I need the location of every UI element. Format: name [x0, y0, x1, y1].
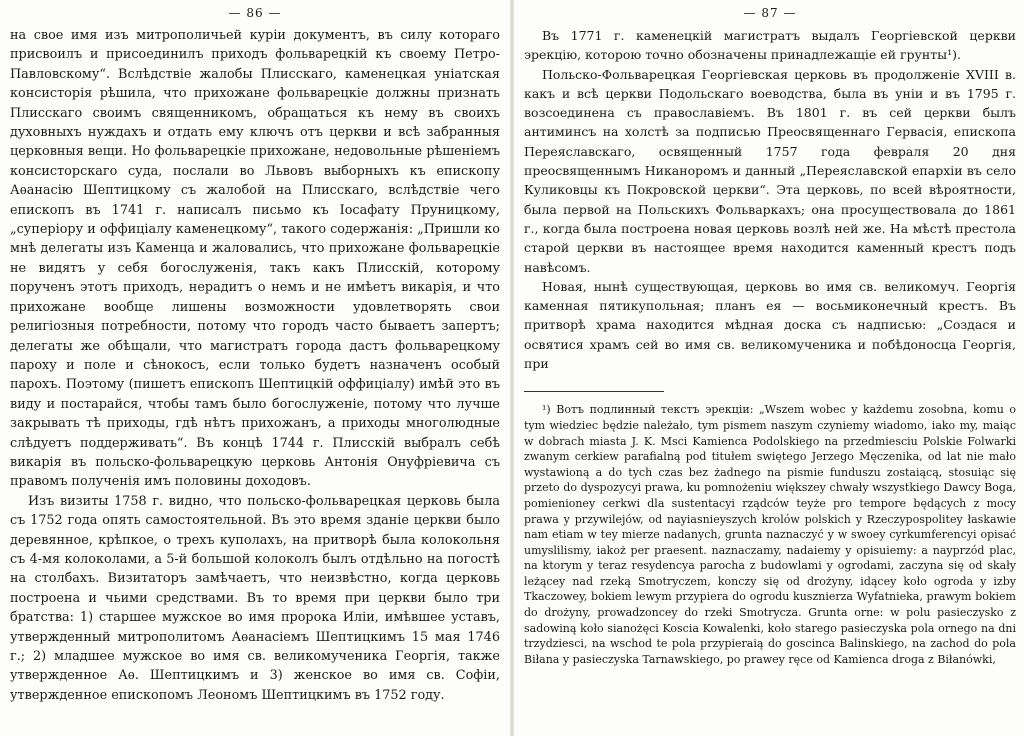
paragraph: Изъ визиты 1758 г. видно, что польско-фольварецкая церковь была съ 1752 года опять самостоятельной. Въ это время зданіе церкви было деревянное, крѣпкое, о трехъ куполахъ, на притворѣ была колокольня съ 4-мя колоколами, а 5-й большой колоколъ былъ отдѣльно на погостѣ на столбахъ. Визитаторъ замѣчаетъ, что неизвѣстно, когда церковь построена и чьими средствами. Въ то время при церкви было три братства: 1) старшее мужское во имя пророка Иліи, имѣвшее уставъ, утвержденный митрополитомъ Аѳанасіемъ Шептицкимъ 15 мая 1746 г.; 2) младшее мужское во имя св. великомученика Георгія, также утвержденное Аѳ. Шептицкимъ и 3) женское во имя св. Софіи, утвержденное епископомъ Леономъ Шептицкимъ въ 1752 году.: [10, 493, 500, 703]
right-page: [514, 0, 1024, 736]
paragraph: Польско-Фольварецкая Георгіевская церковь въ продолженіе XVIII в. какъ и всѣ церкви Подольскаго воеводства, была въ уніи и въ 1795 г. возсоединена съ православіемъ. Въ 1801 г. въ сей церкви былъ антиминсъ на холстѣ за подписью Преосвященнаго Гервасія, епископа Переяславскаго, освященный 1757 года февраля 20 дня преосвященнымъ Никанoромъ и данный „Переяславской епархіи въ село Куликовцы къ Покровской церкви“. Эта церковь, по всей вѣроятности, была первой на Польскихъ Фольваркахъ; она просуществовала до 1861 г., когда была построена новая церковь возлѣ ней же. На мѣстѣ престола старой церкви въ настоящее время находится каменный крестъ подъ навѣсомъ.: [524, 66, 1016, 275]
left-page-body: [10, 26, 500, 705]
footnote: [524, 402, 1016, 667]
paragraph: Новая, нынѣ существующая, церковь во имя св. великомуч. Георгія каменная пятикупольная; планъ ея — восьмиконечный крестъ. Въ притворѣ храма находится мѣдная доска съ надписью: „Создася и освятися храмъ сей во имя св. великомученика и побѣдоносца Георгія, при: [524, 278, 1016, 372]
page-number-87: — 87 —: [743, 6, 797, 20]
right-page-body: [524, 26, 1016, 373]
footnote-text: ¹) Вотъ подлинный текстъ эрекціи: „Wszem wobec y każdemu zosobna, komu o tym wiedziec będzie należało, tym pismem naszym czyniemy wiadomo, iako my, maiąc w dobrach miasta J. K. Msci Kamienca Podolskiego na przedmiesciu Polskie Folwarki zwanym cerkiew parafialną pod titułem swiętego Jerzego Męczenika, od lat nie mało wystawioną a do tych czas bez żadnego na pismie funduszu zostaiącą, stosuiąc się przeto do dyspozycyi prawa, ku pomnożeniu większey chwały wszystkiego Dawcy Boga, pomienioney cerkwi dla sustentacyi rządców teyże pro tempore będących z mocy prawa y przywilejów, od nayiasnieyszych krolów polskich y Rzeczypospolitey łaskawie nam etiam w tey mierze nadanych, grunta naznaczyć y w swoey cyrkumferencyi opisać umyslilismy, iakoż per praesent. naznaczamy, nadaiemy y opisuiemy: a nayprzód plac, na ktorym y teraz resydencya parocha z budowlami y ogrodami, zaczyna się od skały leżącey nad rzeką Smotryczem, konczy się od drożyny, idącey koło ogroda y izby Tkaczowey, bokiem lewym przypiera do ogrodu kusznierza Wyfatnieka, prawym bokiem do drożyny, prowadzoncey do rzeki Smotrycza. Grunta orne: w polu pasieczysko z sadowiną koło sianożęci Koscia Kowalenki, koło starego pasieczyska pola ornego na dni trzydziesci, na wschod te pola przypieraią do goscinca Balinskiego, na zachod do pola Biłana y pasieczyska Tarnawskiego, po prawey ręce od Kamienca droga z Biłanówki,: [524, 403, 1016, 666]
page-number-86: — 86 —: [228, 6, 282, 20]
footnote-separator: [524, 391, 664, 392]
paragraph: Въ 1771 г. каменецкій магистратъ выдалъ Георгіевской церкви эрекцію, которою точно обозначены принадлежащіе ей грунты¹).: [524, 28, 1016, 63]
paragraph: на свое имя изъ митрополичьей куріи документъ, въ силу котораго присвоилъ и присоединилъ приходъ фольварецкій къ своему Петро-Павловскому“. Вслѣдствіе жалобы Плисскаго, каменецкая уніатская консисторія рѣшила, что прихожане фольварецкіе должны признать Плисскаго своимъ священникомъ, обращаться къ нему въ своихъ духовныхъ нуждахъ и отдать ему ключъ отъ церкви и всѣ забранныя церковныя вещи. Но фольварецкіе прихожане, недовольные рѣшеніемъ консисторскаго суда, послали во Львовъ выборныхъ къ епископу Аѳанасію Шептицкому съ жалобой на Плисскаго, вслѣдствіе чего епископъ въ 1741 г. написалъ письмо къ Іосафату Пруницкому, „суперіору и оффиціалу каменецкому“, такого содержанія: „Пришли ко мнѣ делегаты изъ Каменца и жаловались, что прихожане фольварецкіе не видятъ у себя богослуженія, такъ какъ Плисскій, которому порученъ этотъ приходъ, нерадитъ о немъ и не имѣетъ викарія, и что прихожане вообще лишены возможности удовлетворять свои религіозныя потребности, потому что городъ часто бываетъ запертъ; делегаты же обѣщали, что магистратъ города дастъ фольварецкому пароху и поле и сѣнокосъ, если только будетъ назначенъ особый парохъ. Поэтому (пишетъ епископъ Шептицкій оффиціалу) имѣй это въ виду и постарайся, чтобы тамъ было богослуженіе, потому что лучше закрывать тѣ приходы, гдѣ нѣтъ прихожанъ, а приходы многолюдные слѣдуетъ поддерживать“. Въ концѣ 1744 г. Плисскій выбралъ себѣ викарія въ польско-фольварецкую церковь Антонія Онуфріевича съ правомъ полученія имъ половины доходовъ.: [10, 28, 500, 490]
left-page: [0, 0, 510, 736]
